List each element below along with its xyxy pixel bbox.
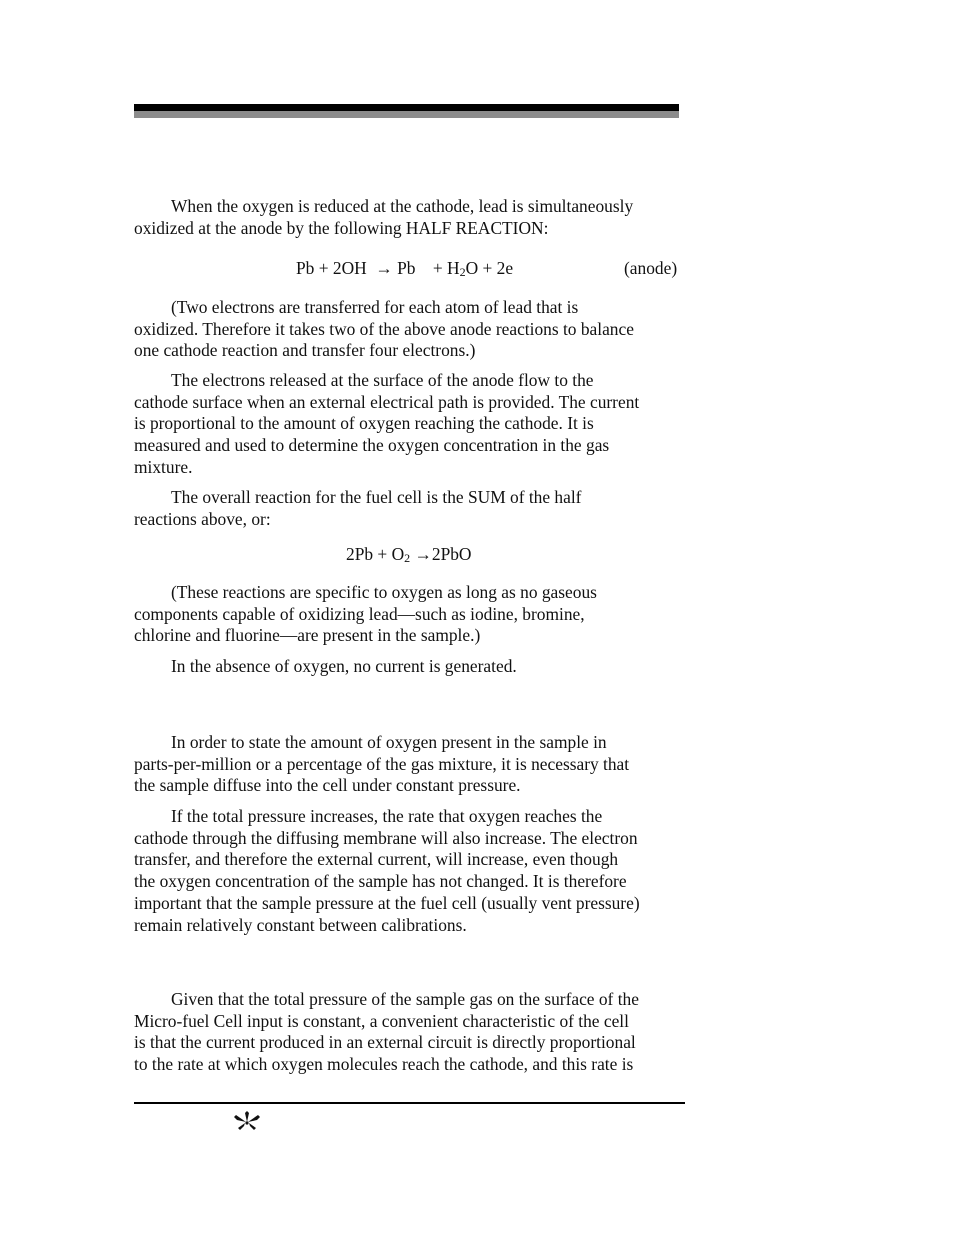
- paragraph-specificity: (These reactions are specific to oxygen as long as no gaseous components capable of oxidizing lead—such as iodine, bromine, chlorine and fluorine—are present in the sample.): [134, 582, 597, 646]
- overall-equation: $2Pb + O_2 \to 2PbO$: [346, 544, 472, 565]
- teledyne-logo-icon: [232, 1109, 262, 1131]
- footer-rule: [134, 1102, 685, 1104]
- header-rule-gray: [134, 111, 679, 118]
- anode-half-reaction: Pb + 2OH → Pb + $H_2O + 2e$: [296, 258, 514, 279]
- paragraph-constant-pressure: In order to state the amount of oxygen present in the sample in parts-per-million or a percentage of the gas mixture, it is necessary that the sample diffuse into the cell under constant pressure.: [134, 732, 630, 796]
- paragraph-overall-reaction: The overall reaction for the fuel cell is the SUM of the half reactions above, or:: [134, 487, 582, 529]
- paragraph-pressure-increase: If the total pressure increases, the rate that oxygen reaches the cathode through the diffusing membrane will also increase. The electron transfer, and therefore the external current, will increase, even though the oxygen concentration of the sample has not changed. It is therefore important that the sample pressure at the fuel cell (usually vent pressure) remain relatively constant between calibrations.: [134, 806, 640, 935]
- paragraph-proportional-current: Given that the total pressure of the sample gas on the surface of the Micro-fuel Cell input is constant, a convenient characteristic of the cell is that the current produced in an external circuit is directly proportional to the rate at which oxygen molecules reach the cathode, and this rate is: [134, 989, 639, 1075]
- paragraph-electron-flow: The electrons released at the surface of the anode flow to the cathode surface when an external electrical path is provided. The current is proportional to the amount of oxygen reaching the cathode. It is measured and used to determine the oxygen concentration in the gas mixture.: [134, 370, 640, 477]
- anode-label: (anode): [624, 258, 678, 278]
- paragraph-no-oxygen: In the absence of oxygen, no current is generated.: [171, 656, 517, 676]
- paragraph-anode-intro: When the oxygen is reduced at the cathode, lead is simultaneously oxidized at the anode by the following HALF REACTION:: [134, 196, 634, 238]
- header-rule-black: [134, 104, 679, 111]
- paragraph-two-electrons: (Two electrons are transferred for each atom of lead that is oxidized. Therefore it takes two of the above anode reactions to balance one cathode reaction and transfer four electrons.): [134, 297, 634, 361]
